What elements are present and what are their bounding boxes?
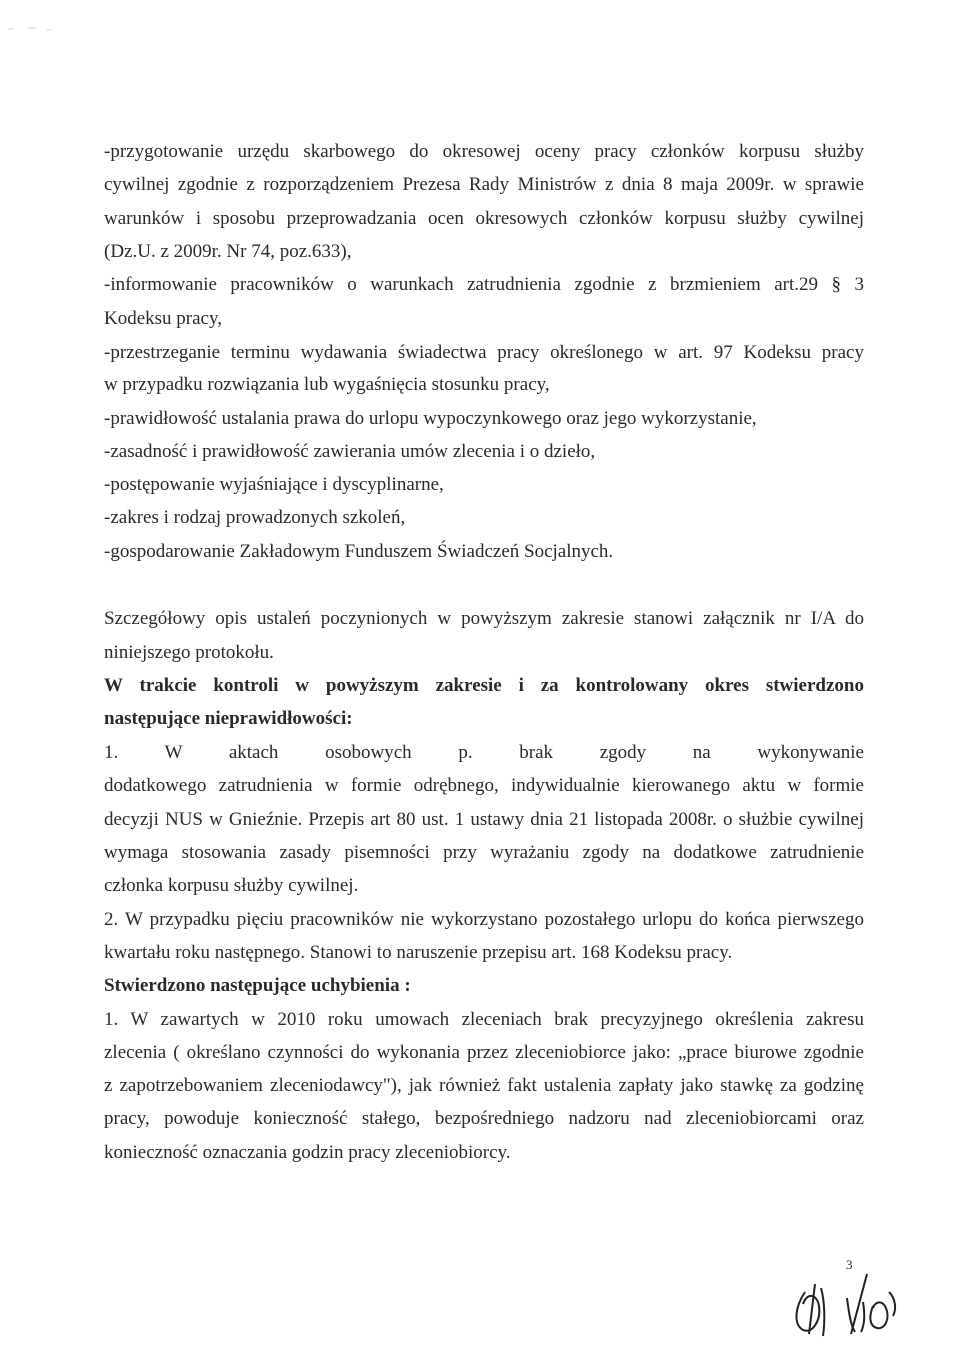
text-line: -zasadność i prawidłowość zawierania umów zlecenia i o dzieło, <box>104 441 596 462</box>
text-line: konieczność oznaczania godzin pracy zleceniobiorcy. <box>104 1142 511 1163</box>
text-line: Stwierdzono następujące uchybienia : <box>104 975 411 996</box>
text-line: -przygotowanie urzędu skarbowego do okresowej oceny pracy członków korpusu służby <box>104 141 864 162</box>
text-line: wymaga stosowania zasady pisemności przy wyrażaniu zgody na dodatkowe zatrudnienie <box>104 842 864 863</box>
text-line: -zakres i rodzaj prowadzonych szkoleń, <box>104 507 406 528</box>
text-line: dodatkowego zatrudnienia w formie odrębnego, indywidualnie kierowanego aktu w formie <box>104 775 864 796</box>
text-line: -informowanie pracowników o warunkach zatrudnienia zgodnie z brzmieniem art.29 § 3 <box>104 274 864 295</box>
text-line: warunków i sposobu przeprowadzania ocen okresowych członków korpusu służby cywilnej <box>104 208 864 229</box>
scan-artifact <box>6 24 66 34</box>
text-line: kwartału roku następnego. Stanowi to naruszenie przepisu art. 168 Kodeksu pracy. <box>104 942 733 963</box>
text-line: pracy, powoduje konieczność stałego, bezpośredniego nadzoru nad zleceniobiorcami oraz <box>104 1108 864 1129</box>
text-line: cywilnej zgodnie z rozporządzeniem Prezesa Rady Ministrów z dnia 8 maja 2009r. w sprawie <box>104 174 864 195</box>
page-number: 3 <box>846 1257 853 1272</box>
text-line: niniejszego protokołu. <box>104 642 274 663</box>
handwritten-signature <box>785 1262 925 1342</box>
text-line: Kodeksu pracy, <box>104 308 223 329</box>
text-line: w przypadku rozwiązania lub wygaśnięcia stosunku pracy, <box>104 374 550 395</box>
text-line: Szczegółowy opis ustaleń poczynionych w powyższym zakresie stanowi załącznik nr I/A do <box>104 608 864 629</box>
text-line: 1. W aktach osobowych p. brak zgody na wykonywanie <box>104 742 864 763</box>
text-line: decyzji NUS w Gnieźnie. Przepis art 80 ust. 1 ustawy dnia 21 listopada 2008r. o służbie cywilnej <box>104 809 864 830</box>
text-line: W trakcie kontroli w powyższym zakresie i za kontrolowany okres stwierdzono <box>104 675 864 696</box>
text-line: 1. W zawartych w 2010 roku umowach zleceniach brak precyzyjnego określenia zakresu <box>104 1009 864 1030</box>
text-line: zlecenia ( określano czynności do wykonania przez zleceniobiorce jako: „prace biurowe zgodnie <box>104 1042 864 1063</box>
text-line: członka korpusu służby cywilnej. <box>104 875 359 896</box>
text-line: -gospodarowanie Zakładowym Funduszem Świadczeń Socjalnych. <box>104 541 614 562</box>
text-line: (Dz.U. z 2009r. Nr 74, poz.633), <box>104 241 352 262</box>
text-line: -prawidłowość ustalania prawa do urlopu wypoczynkowego oraz jego wykorzystanie, <box>104 408 757 429</box>
text-line: następujące nieprawidłowości: <box>104 708 353 729</box>
text-line: -postępowanie wyjaśniające i dyscyplinarne, <box>104 474 444 495</box>
text-line: z zapotrzebowaniem zleceniodawcy"), jak również fakt ustalenia zapłaty jako stawkę za godzinę <box>104 1075 864 1096</box>
text-line: 2. W przypadku pięciu pracowników nie wykorzystano pozostałego urlopu do końca pierwszego <box>104 909 864 930</box>
text-line: -przestrzeganie terminu wydawania świadectwa pracy określonego w art. 97 Kodeksu pracy <box>104 342 864 363</box>
